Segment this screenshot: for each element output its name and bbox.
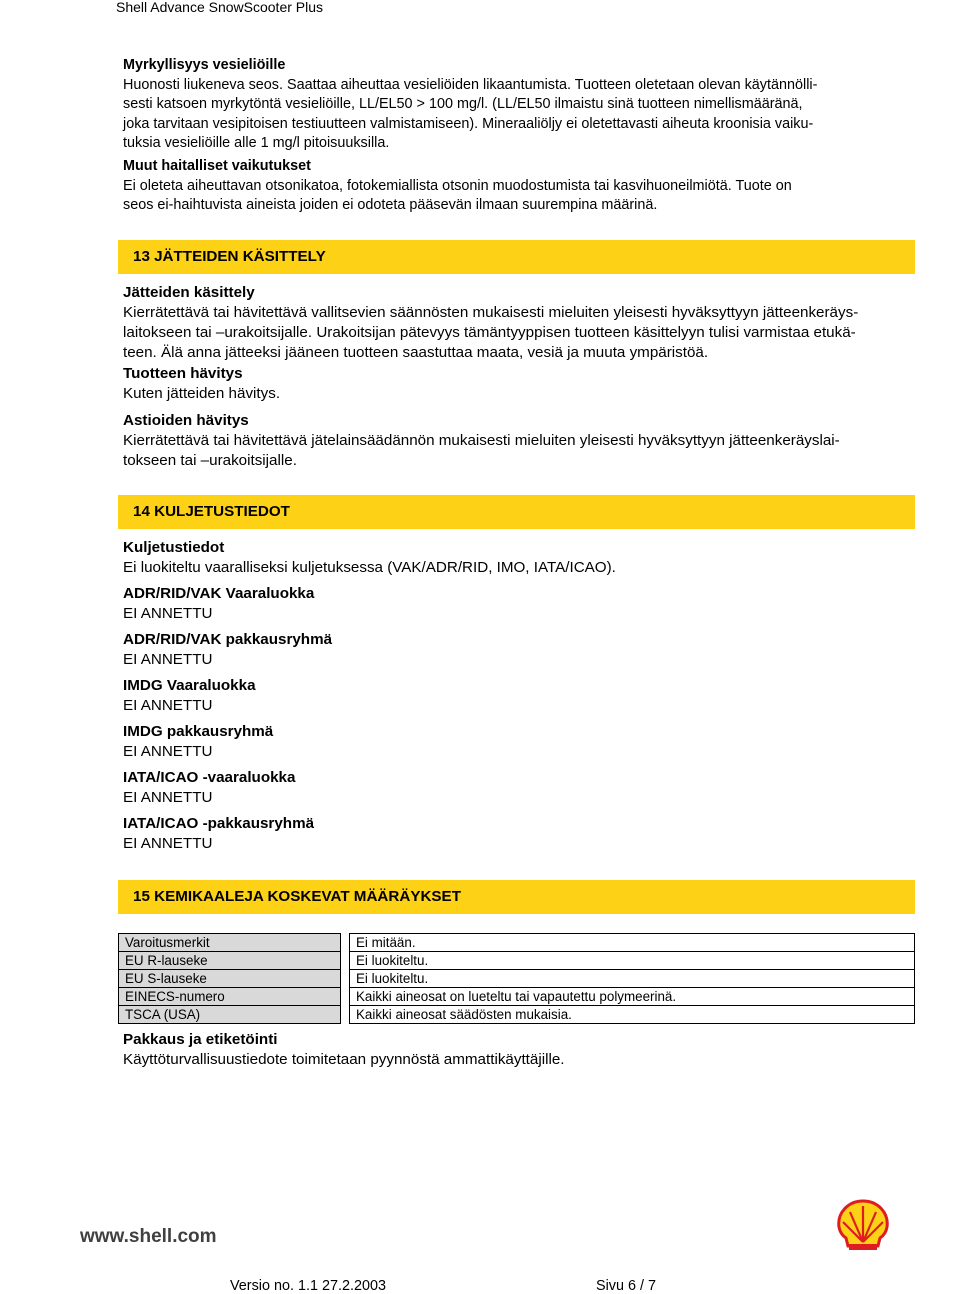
ecotoxicity-line: Huonosti liukeneva seos. Saattaa aiheuttaa vesieliöiden likaantumista. Tuotteen oletetaan olevan käytännölli- [123,76,818,93]
packaging-text: Käyttöturvallisuustiedote toimitetaan pyynnöstä ammattikäyttäjille. [123,1051,565,1068]
container-disposal-heading: Astioiden hävitys [123,412,249,429]
transport-item-label: IATA/ICAO -vaaraluokka [123,769,296,786]
transport-item-value: EI ANNETTU [123,697,213,714]
page-number: Sivu 6 / 7 [596,1278,656,1294]
ecotoxicity-line: tuksia vesieliöille alle 1 mg/l pitoisuuksilla. [123,135,390,151]
table-value: Ei mitään. [350,934,915,952]
other-effects-line: seos ei-haihtuvista aineista joiden ei odoteta pääsevän ilmaan suurempina määrinä. [123,197,658,213]
ecotoxicity-section [123,56,913,154]
table-key: EINECS-numero [119,988,341,1006]
transport-text: Ei luokiteltu vaaralliseksi kuljetuksessa (VAK/ADR/RID, IMO, IATA/ICAO). [123,559,616,576]
table-key: TSCA (USA) [119,1006,341,1024]
product-disposal-block [123,364,913,404]
container-disposal-line: tokseen tai –urakoitsijalle. [123,452,297,469]
container-disposal-block [123,411,913,471]
transport-item-label: IMDG Vaaraluokka [123,677,256,694]
table-key: Varoitusmerkit [119,934,341,952]
section-15-heading: 15 KEMIKAALEJA KOSKEVAT MÄÄRÄYKSET [118,880,915,914]
waste-line: laitokseen tai –urakoitsijalle. Urakoitsijan pätevyys tämäntyyppisen tuotteen käsittelyyn tulisi varmistaa etukä- [123,324,856,341]
document-title: Shell Advance SnowScooter Plus [116,0,324,15]
product-disposal-title: Tuotteen hävitys [123,365,243,382]
other-effects-line: Ei oleteta aiheuttavan otsonikatoa, fotokemiallista otsonin muodostumista tai kasvihuoneilmiötä. Tuote on [123,177,792,194]
transport-item-value: EI ANNETTU [123,789,213,806]
ecotoxicity-heading: Myrkyllisyys vesieliöille [123,57,286,73]
shell-website-link[interactable]: www.shell.com [80,1226,217,1247]
ecotoxicity-line: sesti katsoen myrkytöntä vesieliöille, LL/EL50 > 100 mg/l. (LL/EL50 ilmaistu sinä tuotteen nimellismääränä, [123,96,803,112]
table-row [119,1006,915,1024]
transport-class-item [123,630,913,670]
transport-heading: Kuljetustiedot [123,539,225,556]
table-row [119,970,915,988]
waste-heading: Jätteiden käsittely [123,284,255,301]
packaging-heading: Pakkaus ja etiketöinti [123,1031,278,1048]
transport-item-value: EI ANNETTU [123,835,213,852]
transport-item-value: EI ANNETTU [123,743,213,760]
waste-line: Kierrätettävä tai hävitettävä vallitsevien säännösten mukaisesti mieluiten yleisesti hyväksyttyyn jätteenkeräys- [123,304,859,321]
transport-section [123,538,913,578]
shell-pecten-logo-icon [834,1198,892,1254]
section-13-heading: 13 JÄTTEIDEN KÄSITTELY [118,240,915,274]
section-14-heading: 14 KULJETUSTIEDOT [118,495,915,529]
waste-section [123,283,913,363]
transport-class-item [123,768,913,808]
transport-class-item [123,814,913,854]
product-disposal-text: Kuten jätteiden hävitys. [123,385,281,402]
table-row [119,988,915,1006]
transport-class-item [123,584,913,624]
transport-item-label: ADR/RID/VAK pakkausryhmä [123,631,333,648]
waste-line: teen. Älä anna jätteeksi jääneen tuotteen saastuttaa maata, vesiä ja muuta ympäristöä. [123,344,709,361]
table-value: Ei luokiteltu. [350,952,915,970]
table-key: EU R-lauseke [119,952,341,970]
other-effects-heading: Muut haitalliset vaikutukset [123,158,311,174]
table-row [119,934,915,952]
table-value: Kaikki aineosat on lueteltu tai vapautettu polymeerinä. [350,988,915,1006]
transport-item-value: EI ANNETTU [123,605,213,622]
transport-class-item [123,676,913,716]
transport-class-item [123,722,913,762]
transport-item-label: IATA/ICAO -pakkausryhmä [123,815,315,832]
transport-item-value: EI ANNETTU [123,651,213,668]
transport-item-label: ADR/RID/VAK Vaaraluokka [123,585,315,602]
version-info: Versio no. 1.1 27.2.2003 [230,1278,387,1294]
ecotoxicity-line: joka tarvitaan vesipitoisen testiuutteen valmistamiseen). Mineraaliöljy ei oletettavasti aiheuta kroonisia vaiku- [123,115,814,132]
table-row [119,952,915,970]
regulatory-table [118,933,915,1024]
other-effects-section [123,157,913,216]
table-key: EU S-lauseke [119,970,341,988]
table-value: Kaikki aineosat säädösten mukaisia. [350,1006,915,1024]
table-value: Ei luokiteltu. [350,970,915,988]
transport-item-label: IMDG pakkausryhmä [123,723,274,740]
container-disposal-line: Kierrätettävä tai hävitettävä jätelainsäädännön mukaisesti mieluiten yleisesti hyväksyttyyn jätteenkeräyslai- [123,432,840,449]
packaging-section [123,1030,913,1070]
